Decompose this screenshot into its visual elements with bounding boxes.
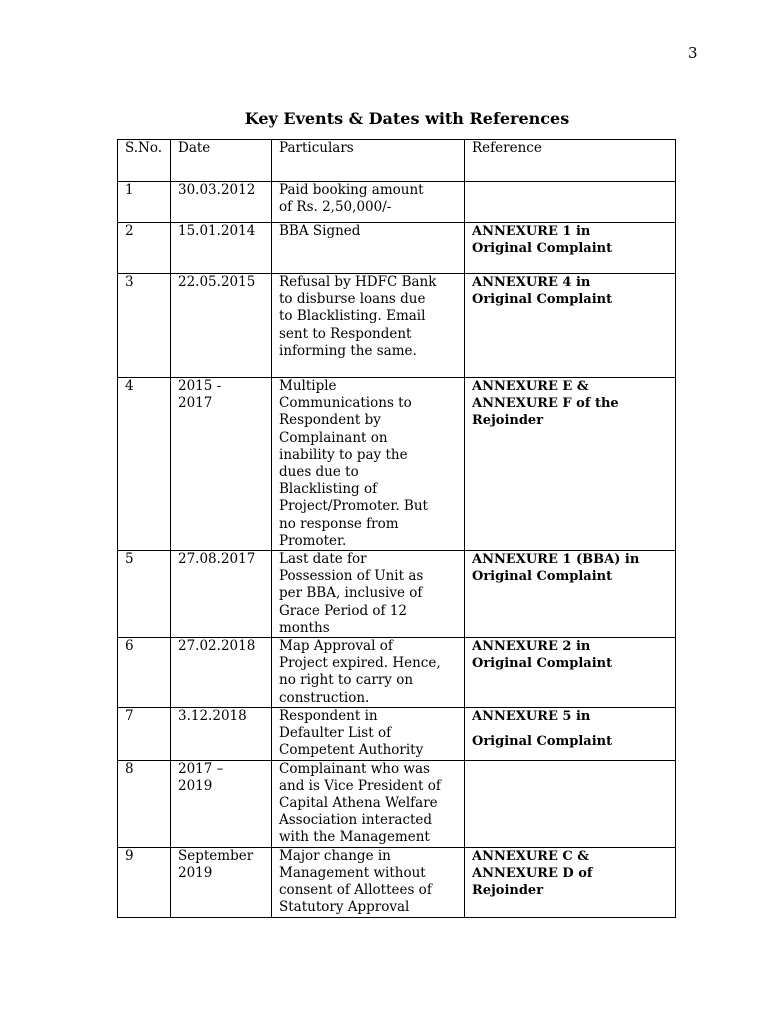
particulars-line: of Rs. 2,50,000/- — [279, 199, 392, 216]
particulars-line: Defaulter List of — [279, 725, 392, 742]
reference-cell — [465, 274, 676, 378]
date-cell — [171, 378, 272, 551]
particulars-line: Last date for — [279, 551, 367, 568]
particulars-line: Competent Authority — [279, 742, 424, 759]
particulars-line: inability to pay the — [279, 446, 408, 463]
date-cell — [171, 223, 272, 274]
particulars-cell — [272, 760, 465, 847]
sno-cell: 3 — [118, 274, 171, 378]
particulars-line: Management without — [279, 864, 426, 881]
particulars-line: Grace Period of 12 — [279, 602, 408, 619]
table-row — [118, 274, 676, 378]
date-cell — [171, 551, 272, 638]
sno-cell: 2 — [118, 223, 171, 274]
page-number: 3 — [688, 44, 698, 62]
particulars-line: Multiple — [279, 378, 337, 394]
date-line: 2019 — [178, 864, 213, 881]
reference-line: Original Complaint — [472, 292, 613, 308]
particulars-line: Paid booking amount — [279, 182, 424, 198]
particulars-line: Major change in — [279, 847, 391, 864]
reference-line: ANNEXURE C & — [472, 848, 590, 864]
reference-cell — [465, 708, 676, 761]
particulars-cell — [272, 223, 465, 274]
particulars-line: Communications to — [279, 395, 412, 412]
particulars-line: dues due to — [279, 464, 359, 481]
particulars-line: Respondent in — [279, 708, 378, 725]
particulars-line: Project expired. Hence, — [279, 655, 441, 672]
date-line: 2015 - — [178, 378, 222, 394]
reference-line: ANNEXURE 4 in — [472, 275, 591, 290]
header-sno: S.No. — [118, 140, 171, 182]
sno-cell: 6 — [118, 638, 171, 708]
particulars-line: Blacklisting of — [279, 481, 378, 498]
date-cell — [171, 847, 272, 917]
reference-line: ANNEXURE 2 in — [472, 639, 591, 655]
reference-cell — [465, 182, 676, 223]
particulars-line: Refusal by HDFC Bank — [279, 274, 437, 290]
reference-cell — [465, 638, 676, 708]
reference-line: Rejoinder — [472, 883, 544, 899]
particulars-cell — [272, 847, 465, 917]
date-line: September — [178, 847, 254, 864]
particulars-cell — [272, 708, 465, 761]
header-reference: Reference — [465, 140, 676, 182]
date-line: 15.01.2014 — [178, 223, 256, 239]
particulars-line: Statutory Approval — [279, 899, 410, 916]
particulars-line: to disburse loans due — [279, 291, 426, 308]
date-line: 27.08.2017 — [178, 551, 256, 568]
particulars-line: Complainant who was — [279, 760, 430, 777]
particulars-line: Complainant on — [279, 429, 388, 446]
reference-cell — [465, 223, 676, 274]
reference-cell — [465, 760, 676, 847]
sno-cell: 5 — [118, 551, 171, 638]
table-row — [118, 182, 676, 223]
header-particulars: Particulars — [272, 140, 465, 182]
date-line: 2019 — [178, 777, 213, 794]
document-title: Key Events & Dates with References — [244, 109, 570, 128]
date-line: 3.12.2018 — [178, 708, 247, 725]
particulars-line: months — [279, 619, 330, 636]
reference-line: Original Complaint — [472, 656, 613, 672]
date-line: 22.05.2015 — [178, 274, 256, 290]
sno-cell: 9 — [118, 847, 171, 917]
particulars-cell — [272, 182, 465, 223]
reference-line: Rejoinder — [472, 413, 544, 429]
table-row — [118, 551, 676, 638]
date-line: 30.03.2012 — [178, 182, 256, 198]
date-cell — [171, 708, 272, 761]
particulars-line: no response from — [279, 515, 399, 532]
reference-line: ANNEXURE 1 (BBA) in — [472, 552, 640, 568]
date-cell — [171, 638, 272, 708]
particulars-cell — [272, 378, 465, 551]
particulars-line: BBA Signed — [279, 223, 361, 239]
date-line: 27.02.2018 — [178, 638, 256, 655]
date-line: 2017 — [178, 395, 213, 412]
reference-line: Original Complaint — [472, 569, 613, 585]
reference-line: ANNEXURE 1 in — [472, 224, 591, 239]
header-date: Date — [171, 140, 272, 182]
particulars-cell — [272, 638, 465, 708]
particulars-line: and is Vice President of — [279, 777, 441, 794]
key-events-table — [117, 139, 676, 918]
particulars-line: sent to Respondent — [279, 325, 412, 342]
particulars-line: construction. — [279, 689, 370, 706]
particulars-line: no right to carry on — [279, 672, 414, 689]
particulars-line: to Blacklisting. Email — [279, 308, 426, 325]
particulars-cell — [272, 551, 465, 638]
sno-cell: 4 — [118, 378, 171, 551]
reference-line: Original Complaint — [472, 734, 613, 750]
reference-cell — [465, 551, 676, 638]
sno-cell: 7 — [118, 708, 171, 761]
date-line: 2017 – — [178, 760, 224, 777]
particulars-line: Map Approval of — [279, 638, 393, 655]
particulars-line: Capital Athena Welfare — [279, 795, 438, 812]
reference-cell — [465, 378, 676, 551]
table-row — [118, 638, 676, 708]
particulars-line: Respondent by — [279, 412, 381, 429]
date-cell — [171, 274, 272, 378]
reference-line: ANNEXURE 5 in — [472, 709, 591, 725]
date-cell — [171, 182, 272, 223]
particulars-line: Association interacted — [279, 812, 433, 829]
particulars-line: informing the same. — [279, 342, 417, 359]
table-header-row — [118, 140, 676, 182]
particulars-line: with the Management — [279, 829, 430, 846]
particulars-line: per BBA, inclusive of — [279, 585, 423, 602]
table-row — [118, 708, 676, 761]
reference-line: Original Complaint — [472, 241, 613, 257]
particulars-line: Promoter. — [279, 532, 347, 549]
table-row — [118, 378, 676, 551]
table-row — [118, 847, 676, 917]
table-row — [118, 223, 676, 274]
sno-cell: 1 — [118, 182, 171, 223]
particulars-cell — [272, 274, 465, 378]
date-cell — [171, 760, 272, 847]
particulars-line: Possession of Unit as — [279, 568, 424, 585]
reference-cell — [465, 847, 676, 917]
reference-line: ANNEXURE F of the — [472, 396, 619, 412]
reference-line: ANNEXURE E & — [472, 379, 589, 394]
particulars-line: consent of Allottees of — [279, 882, 432, 899]
sno-cell: 8 — [118, 760, 171, 847]
particulars-line: Project/Promoter. But — [279, 498, 428, 515]
table-row — [118, 760, 676, 847]
reference-line: ANNEXURE D of — [472, 865, 593, 881]
